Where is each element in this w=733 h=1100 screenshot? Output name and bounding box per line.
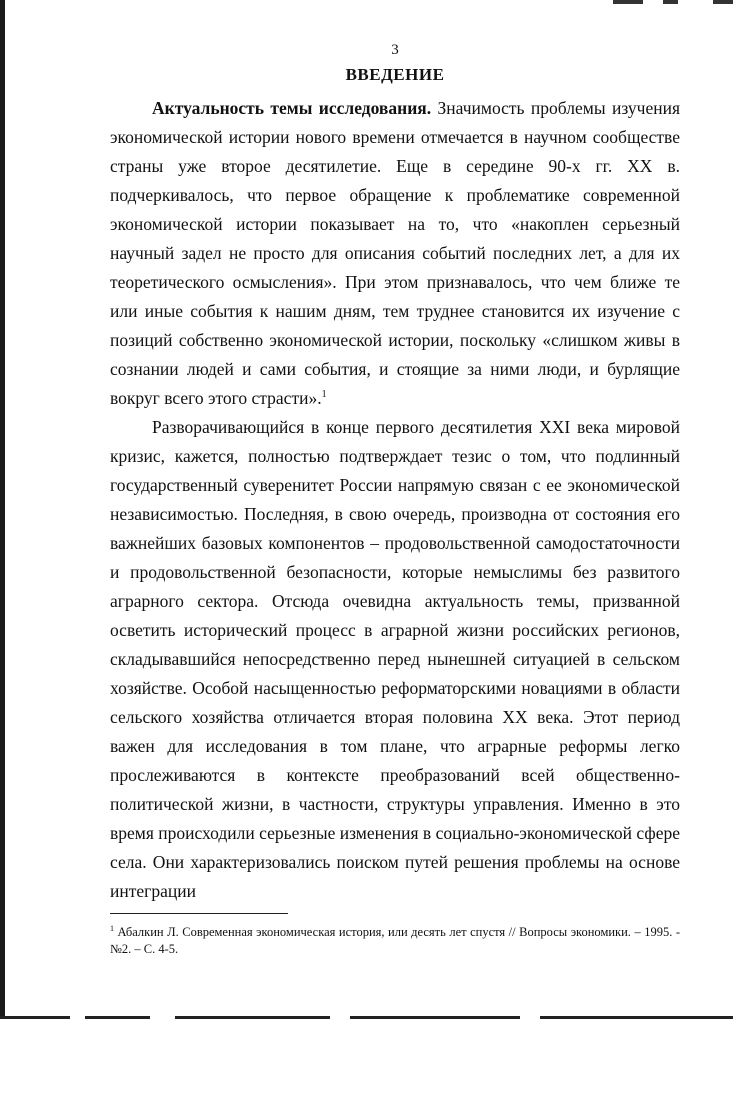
document-page bbox=[110, 40, 680, 906]
paragraph-crisis bbox=[110, 413, 680, 906]
paragraph-relevance bbox=[110, 94, 680, 413]
footnote-ref[interactable]: 1 bbox=[321, 389, 327, 401]
scan-top-marks bbox=[593, 0, 733, 4]
scan-bottom-line bbox=[0, 1016, 733, 1019]
page-title: ВВЕДЕНИЕ bbox=[345, 65, 445, 84]
footnote-number: 1 bbox=[110, 923, 114, 933]
footnote bbox=[110, 924, 680, 958]
paragraph-text: Разворачивающийся в конце первого десятилетия XXI века мировой кризис, кажется, полностью подтверждает тезис о том, что подлинный государственный суверенитет России напрямую связан с ее экономической независимостью. Последняя, в свою очередь, производна от состояния его важнейших базовых компонентов – продовольственной самодостаточности и продовольственной безопасности, которые немыслимы без развитого аграрного сектора. Отсюда очевидна актуальность темы, призванной осветить исторический процесс в аграрной жизни российских регионов, складывавшийся непосредственно перед нынешней ситуацией в сельском хозяйстве. Особой насыщенностью реформаторскими новациями в области сельского хозяйства отличается вторая половина XX века. Этот период важен для исследования в том плане, что аграрные реформы легко прослеживаются в контексте преобразований всей общественно-политической жизни, в частности, структуры управления. Именно в это время происходили серьезные изменения в социально-экономической сфере села. Они характеризовались поиском путей решения проблемы на основе интеграции bbox=[110, 417, 680, 901]
paragraph-lead: Актуальность темы исследования. bbox=[152, 98, 432, 118]
footnote-divider bbox=[110, 913, 288, 914]
page-number: 3 bbox=[391, 42, 399, 58]
footnote-text: Абалкин Л. Современная экономическая история, или десять лет спустя // Вопросы экономики. – 1995. - №2. – С. 4-5. bbox=[110, 925, 680, 956]
paragraph-text: Значимость проблемы изучения экономической истории нового времени отмечается в научном сообществе страны уже второе десятилетие. Еще в середине 90-х гг. XX в. подчеркивалось, что первое обращение к проблематике современной экономической истории показывает на то, что «накоплен серьезный научный задел не просто для описания событий последних лет, а для их теоретического осмысления». При этом признавалось, что чем ближе те или иные события к нашим дням, тем труднее становится их изучение с позиций собственно экономической истории, поскольку «слишком живы в сознании людей и сами события, и стоящие за ними люди, и бурлящие вокруг всего этого страсти». bbox=[110, 98, 681, 408]
scan-left-border bbox=[0, 0, 5, 1018]
